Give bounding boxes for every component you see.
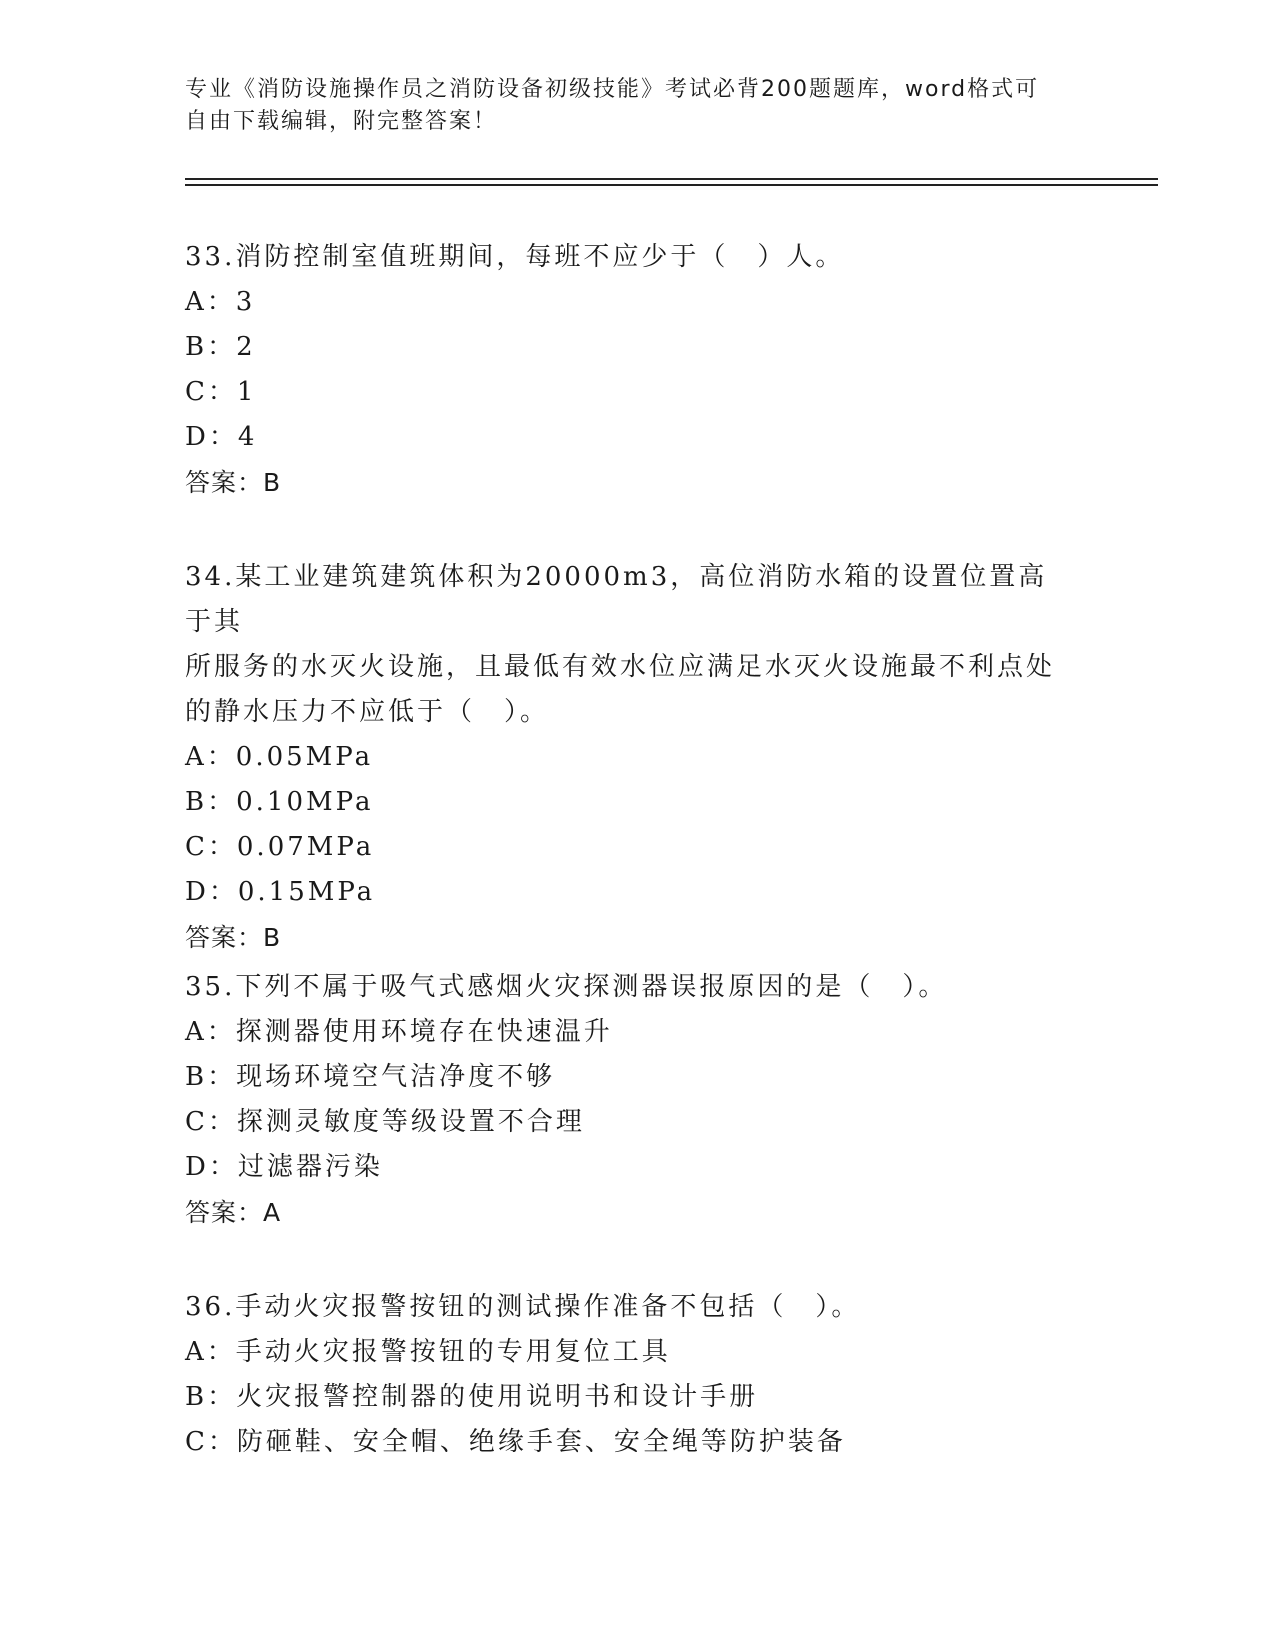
option-b: B：0.10MPa	[185, 787, 374, 817]
question-34	[185, 555, 1065, 960]
option-c: C：防砸鞋、安全帽、绝缘手套、安全绳等防护装备	[185, 1427, 846, 1457]
header-line-2: 自由下载编辑，附完整答案！	[185, 109, 498, 134]
question-stem: 33.消防控制室值班期间，每班不应少于（ ）人。	[185, 242, 845, 272]
option-d: D：过滤器污染	[185, 1152, 383, 1182]
answer-line: 答案：B	[185, 468, 282, 497]
answer-line: 答案：A	[185, 1198, 282, 1227]
option-c: C：1	[185, 377, 257, 407]
option-a: A：手动火灾报警按钮的专用复位工具	[185, 1337, 671, 1367]
option-a: A：0.05MPa	[185, 742, 374, 772]
document-header	[185, 74, 1065, 138]
option-b: B：火灾报警控制器的使用说明书和设计手册	[185, 1382, 759, 1412]
header-divider-top	[185, 178, 1158, 180]
option-a: A：探测器使用环境存在快速温升	[185, 1017, 613, 1047]
option-c: C：探测灵敏度等级设置不合理	[185, 1107, 585, 1137]
question-33	[185, 235, 1065, 505]
option-b: B：现场环境空气洁净度不够	[185, 1062, 556, 1092]
question-stem-line-3: 的静水压力不应低于（ ）。	[185, 697, 550, 727]
option-c: C：0.07MPa	[185, 832, 375, 862]
question-stem-line-1: 34.某工业建筑建筑体积为20000m3，高位消防水箱的设置位置高于其	[185, 562, 1048, 637]
header-divider-bottom	[185, 184, 1158, 186]
question-35	[185, 965, 1065, 1235]
question-stem-line-2: 所服务的水灭火设施，且最低有效水位应满足水灭火设施最不利点处	[185, 652, 1056, 682]
option-b: B：2	[185, 332, 256, 362]
question-36	[185, 1285, 1065, 1465]
option-d: D：4	[185, 422, 258, 452]
answer-line: 答案：B	[185, 923, 282, 952]
option-a: A：3	[185, 287, 256, 317]
header-line-1: 专业《消防设施操作员之消防设备初级技能》考试必背200题题库，word格式可	[185, 77, 1040, 102]
question-stem: 35.下列不属于吸气式感烟火灾探测器误报原因的是（ ）。	[185, 972, 948, 1002]
question-stem: 36.手动火灾报警按钮的测试操作准备不包括（ ）。	[185, 1292, 861, 1322]
option-d: D：0.15MPa	[185, 877, 376, 907]
